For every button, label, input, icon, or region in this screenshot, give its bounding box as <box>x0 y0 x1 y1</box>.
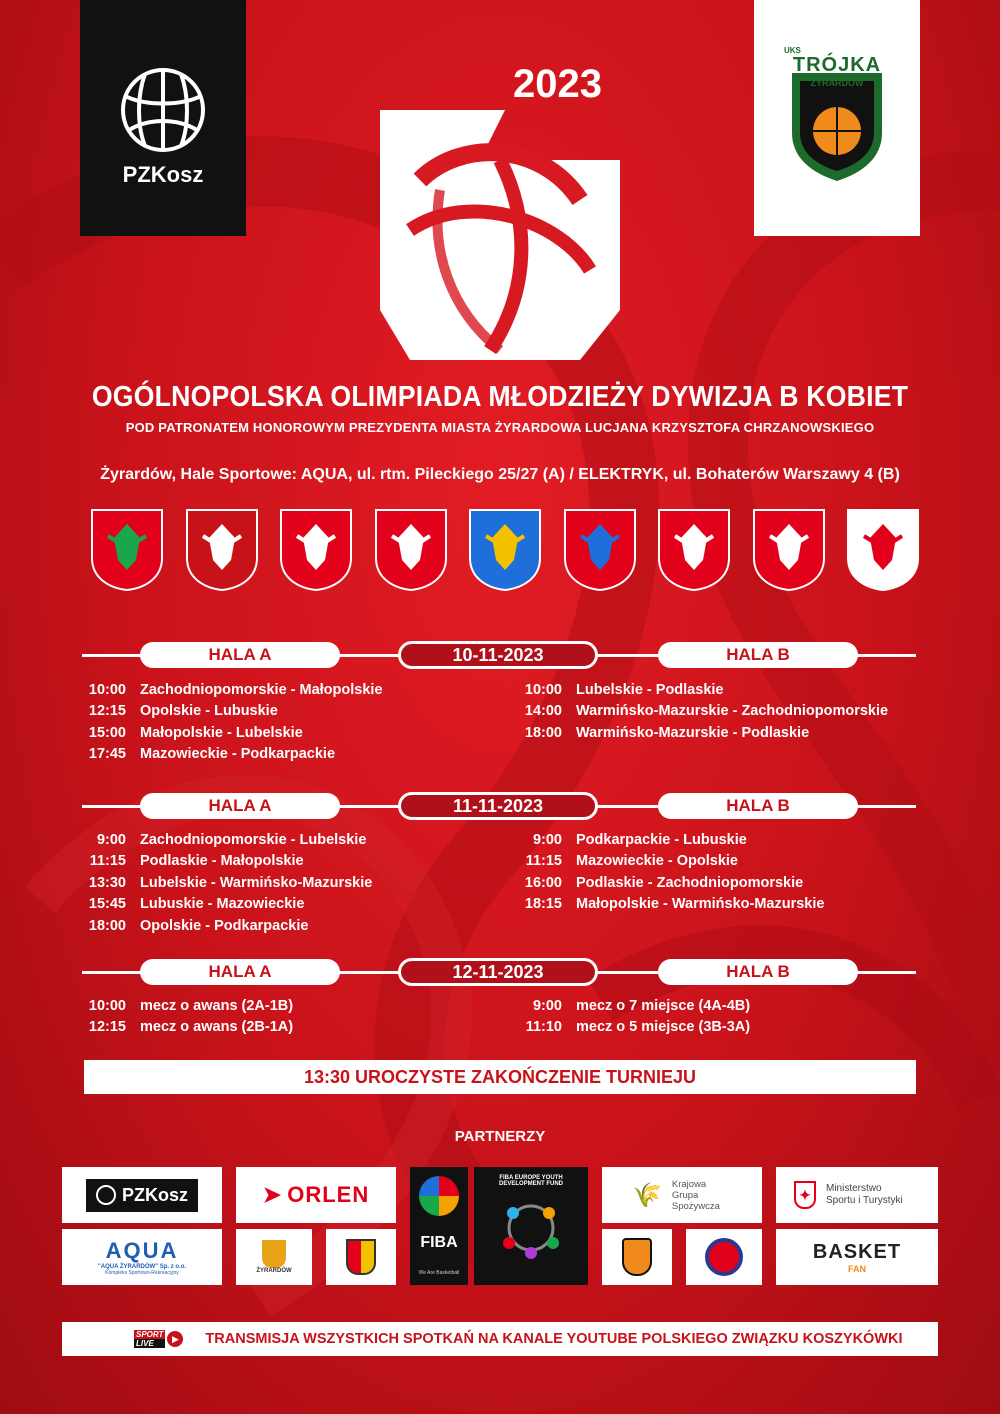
partner-fiba-label: FIBA <box>420 1234 458 1251</box>
game-match: mecz o awans (2A-1B) <box>140 997 294 1014</box>
hall-b-label: HALA B <box>658 959 858 985</box>
closing-banner: 13:30 UROCZYSTE ZAKOŃCZENIE TURNIEJU <box>84 1060 916 1094</box>
game-time: 9:00 <box>96 831 126 848</box>
game-match: Mazowieckie - Opolskie <box>576 853 738 870</box>
partner-kgs-logo <box>602 1167 762 1223</box>
game-time: 15:00 <box>88 724 126 741</box>
game-row <box>82 995 293 1017</box>
hall-a-games <box>82 829 372 937</box>
pzkosz-logo <box>80 0 246 236</box>
hall-b-label: HALA B <box>658 642 858 668</box>
game-row <box>518 701 888 723</box>
partner-fiba-fund-logo <box>474 1167 588 1285</box>
game-row <box>82 872 372 894</box>
play-icon: ▶ <box>167 1331 183 1347</box>
partner-fiba-tag: We Are Basketball <box>418 1270 460 1276</box>
game-time: 18:00 <box>524 724 562 741</box>
partners-title: PARTNERZY <box>454 1128 546 1145</box>
partner-kgs-line3: Spożywcza <box>671 1200 720 1212</box>
partner-club-logo-2 <box>686 1229 762 1285</box>
partner-club-logo-1 <box>602 1229 672 1285</box>
game-row <box>82 851 372 873</box>
game-match: Podlaskie - Małopolskie <box>140 853 304 870</box>
trojka-logo <box>754 0 920 236</box>
hall-b-label: HALA B <box>658 793 858 819</box>
hall-a-games <box>82 679 383 765</box>
sport-live-icon <box>134 1330 183 1348</box>
partner-aqua-label: AQUA <box>105 1238 179 1263</box>
partner-basket-label: BASKET <box>812 1240 902 1263</box>
partner-orlen-label: ORLEN <box>287 1182 370 1207</box>
day-date: 10-11-2023 <box>398 641 598 669</box>
game-time: 9:00 <box>532 997 562 1014</box>
day-date: 11-11-2023 <box>398 792 598 820</box>
partner-fiba-fund-label: FIBA EUROPE YOUTH DEVELOPMENT FUND <box>498 1175 563 1187</box>
game-match: Lubelskie - Podlaskie <box>576 681 724 698</box>
game-time: 12:15 <box>88 703 126 720</box>
trojka-prefix: UKS <box>784 46 801 55</box>
basketball-icon <box>96 1185 116 1205</box>
game-time: 16:00 <box>524 874 562 891</box>
game-match: Mazowieckie - Podkarpackie <box>140 746 336 763</box>
game-time: 10:00 <box>524 681 562 698</box>
opolskie-crest-icon <box>468 508 542 592</box>
hall-b-games <box>518 995 750 1038</box>
game-row <box>518 829 824 851</box>
zyrardow-crest-icon <box>262 1240 286 1268</box>
sport-label: SPORT <box>136 1330 164 1339</box>
game-time: 10:00 <box>88 997 126 1014</box>
hall-a-games <box>82 995 293 1038</box>
partner-pzkosz-logo <box>62 1167 222 1223</box>
mazowieckie-crest-icon <box>279 508 353 592</box>
hall-b-games <box>518 679 888 744</box>
lubelskie-crest-icon <box>185 508 259 592</box>
game-row <box>82 1017 293 1039</box>
podkarpackie-crest-icon <box>563 508 637 592</box>
club-crest-icon <box>622 1238 652 1276</box>
game-row <box>518 679 888 701</box>
game-row <box>82 744 383 766</box>
game-row <box>82 679 383 701</box>
game-row <box>82 915 372 937</box>
game-time: 9:00 <box>532 831 562 848</box>
game-match: Opolskie - Lubuskie <box>140 703 278 720</box>
partner-orlen-logo <box>236 1167 396 1223</box>
trojka-name: TRÓJKA <box>792 54 882 76</box>
game-match: mecz o 5 miejsce (3B-3A) <box>576 1019 751 1036</box>
game-match: Małopolskie - Warmińsko-Mazurskie <box>576 896 825 913</box>
trojka-sub: ŻYRARDÓW <box>810 78 864 88</box>
partner-kgs-line2: Grupa <box>671 1189 699 1201</box>
game-row <box>82 894 372 916</box>
hall-b-games <box>518 829 824 915</box>
podlaskie-crest-icon <box>657 508 731 592</box>
game-match: Warmińsko-Mazurskie - Podlaskie <box>576 724 810 741</box>
game-time: 18:00 <box>88 917 126 934</box>
wheat-icon: 🌾 <box>632 1181 662 1209</box>
game-match: Podlaskie - Zachodniopomorskie <box>576 874 804 891</box>
lubuskie-crest-icon <box>90 508 164 592</box>
partner-aqua-logo <box>62 1229 222 1285</box>
polish-eagle-icon: ✦ <box>794 1181 816 1209</box>
game-row <box>82 722 383 744</box>
game-match: Lubelskie - Warmińsko-Mazurskie <box>140 874 373 891</box>
partner-kgs-line1: Krajowa <box>671 1178 707 1190</box>
partner-fiba-logo <box>410 1167 468 1285</box>
partner-basket-fan-label: FAN <box>848 1263 866 1274</box>
game-time: 11:10 <box>525 1019 562 1036</box>
partner-zyrardow-logo <box>236 1229 312 1285</box>
game-row <box>82 829 372 851</box>
game-match: Zachodniopomorskie - Małopolskie <box>140 681 383 698</box>
game-row <box>82 701 383 723</box>
game-row <box>518 995 750 1017</box>
hall-a-label: HALA A <box>140 793 340 819</box>
game-match: Zachodniopomorskie - Lubelskie <box>140 831 367 848</box>
pzkosz-label: PZKosz <box>122 162 204 187</box>
zachodniopomorskie-crest-icon <box>846 508 920 592</box>
partner-pzkosz-label: PZKosz <box>121 1184 188 1205</box>
partner-ministry-logo <box>776 1167 938 1223</box>
game-match: Podkarpackie - Lubuskie <box>576 831 747 848</box>
partner-aqua-sub: "AQUA ŻYRARDÓW" Sp. z o.o. <box>97 1264 187 1270</box>
game-row <box>518 722 888 744</box>
game-match: Lubuskie - Mazowieckie <box>140 896 305 913</box>
game-time: 18:15 <box>524 896 562 913</box>
page-subtitle: POD PATRONATEM HONOROWYM PREZYDENTA MIASTA ŻYRARDOWA LUCJANA KRZYSZTOFA CHRZANOWSKIEGO <box>125 420 875 435</box>
year-label: 2023 <box>513 62 602 106</box>
game-match: mecz o 7 miejsce (4A-4B) <box>576 997 751 1014</box>
game-match: Małopolskie - Lubelskie <box>140 724 303 741</box>
game-row <box>518 851 824 873</box>
live-label: LIVE <box>134 1339 165 1348</box>
game-time: 15:45 <box>88 896 126 913</box>
game-match: Opolskie - Podkarpackie <box>140 917 309 934</box>
game-time: 14:00 <box>524 703 562 720</box>
game-match: mecz o awans (2B-1A) <box>140 1019 294 1036</box>
game-row <box>518 894 824 916</box>
voivodeship-crests <box>90 508 920 592</box>
game-time: 11:15 <box>525 853 562 870</box>
game-time: 10:00 <box>88 681 126 698</box>
partner-basketfan-logo <box>776 1229 938 1285</box>
olympiad-emblem <box>380 70 620 360</box>
fiba-ball-icon <box>419 1176 459 1216</box>
game-match: Warmińsko-Mazurskie - Zachodniopomorskie <box>576 703 889 720</box>
game-time: 12:15 <box>88 1019 126 1036</box>
hall-a-label: HALA A <box>140 642 340 668</box>
day-date: 12-11-2023 <box>398 958 598 986</box>
partner-county-logo <box>326 1229 396 1285</box>
club-badge-icon <box>705 1238 743 1276</box>
partner-zyrardow-label: ŻYRARDÓW <box>256 1268 292 1274</box>
orlen-eagle-icon: ➤ <box>262 1182 282 1207</box>
game-row <box>518 1017 750 1039</box>
youth-figures-icon <box>491 1193 571 1263</box>
partner-ministry-line1: Ministerstwo <box>826 1183 882 1194</box>
broadcast-banner <box>62 1322 938 1356</box>
game-time: 11:15 <box>89 853 126 870</box>
game-time: 17:45 <box>88 746 126 763</box>
venue-info: Żyrardów, Hale Sportowe: AQUA, ul. rtm. Pileckiego 25/27 (A) / ELEKTRYK, ul. Bohaterów Warszawy 4 (B) <box>100 466 900 483</box>
partner-aqua-sub2: Kompleks Sportowo-Rekreacyjny <box>105 1270 179 1276</box>
malopolskie-crest-icon <box>374 508 448 592</box>
county-crest-icon <box>346 1239 376 1275</box>
hall-a-label: HALA A <box>140 959 340 985</box>
partner-ministry-line2: Sportu i Turystyki <box>826 1195 903 1206</box>
warminsko-mazurskie-crest-icon <box>752 508 826 592</box>
broadcast-text: TRANSMISJA WSZYSTKICH SPOTKAŃ NA KANALE YOUTUBE POLSKIEGO ZWIĄZKU KOSZYKÓWKI <box>205 1331 903 1347</box>
basketball-icon <box>115 66 211 156</box>
game-row <box>518 872 824 894</box>
page-title: OGÓLNOPOLSKA OLIMPIADA MŁODZIEŻY DYWIZJA B KOBIET <box>91 381 909 413</box>
game-time: 13:30 <box>88 874 126 891</box>
